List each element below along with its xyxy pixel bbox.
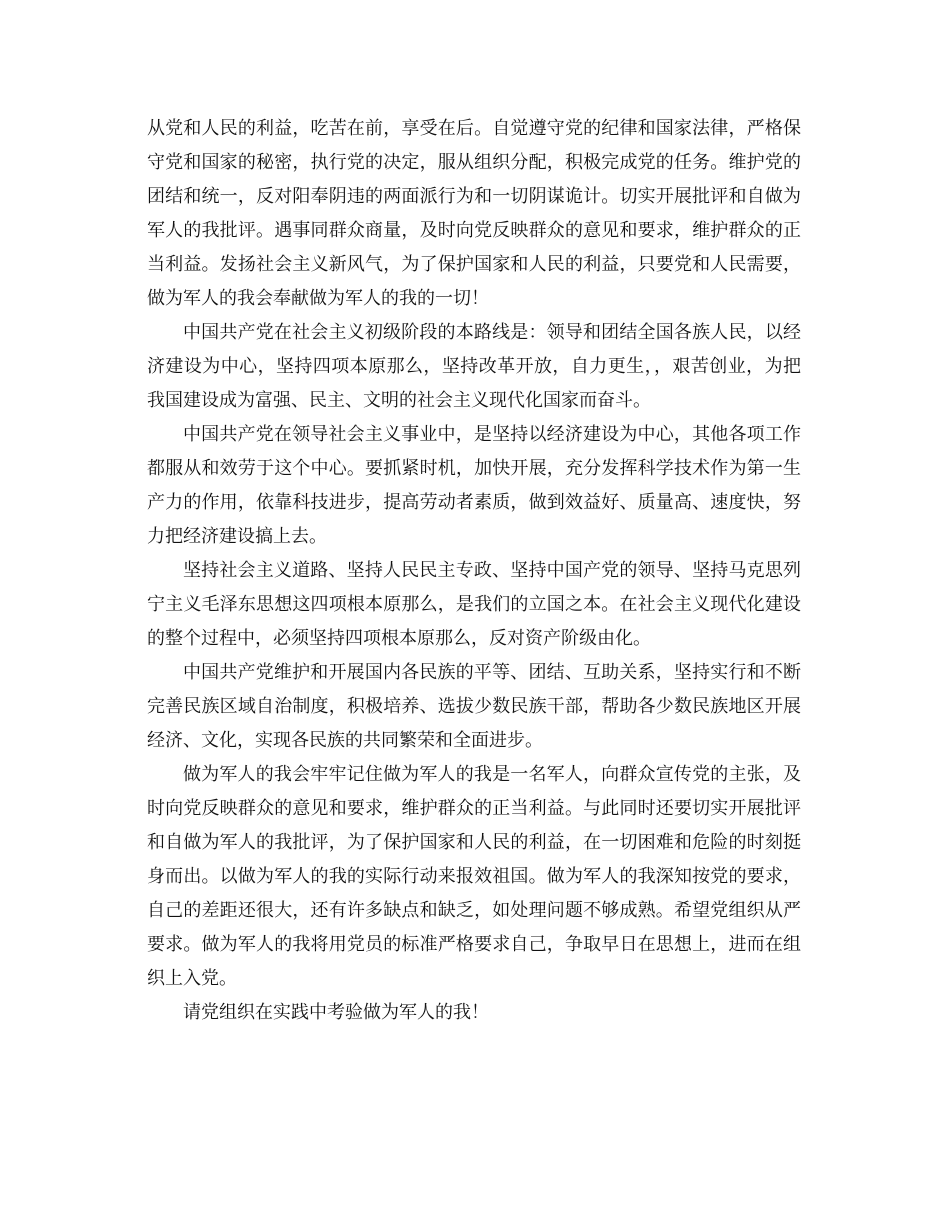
paragraph-ethnic-relations: 中国共产党维护和开展国内各民族的平等、团结、互助关系，坚持实行和不断完善民族区域自治制度，积极培养、选拔少数民族干部，帮助各少数民族地区开展经济、文化，实现各民族的共同繁荣和全面进步。 <box>147 662 801 751</box>
paragraph-economic-construction: 中国共产党在领导社会主义事业中，是坚持以经济建设为中心，其他各项工作都服从和效劳于这个中心。要抓紧时机，加快开展，充分发挥科学技术作为第一生产力的作用，依靠科技进步，提高劳动者素质，做到效益好、质量高、速度快，努力把经济建设搞上去。 <box>147 424 801 547</box>
paragraph-four-principles: 坚持社会主义道路、坚持人民民主专政、坚持中国产党的领导、坚持马克思列宁主义毛泽东思想这四项根本原那么，是我们的立国之本。在社会主义现代化建设的整个过程中，必须坚持四项根本原那么，反对资产阶级由化。 <box>147 560 801 649</box>
paragraph-basic-line: 中国共产党在社会主义初级阶段的本路线是：领导和团结全国各族人民，以经济建设为中心，坚持四项本原那么，坚持改革开放，自力更生，，艰苦创业，为把我国建设成为富强、民主、文明的社会主义现代化国家而奋斗。 <box>147 322 801 411</box>
paragraph-continued: 从党和人民的利益，吃苦在前，享受在后。自觉遵守党的纪律和国家法律，严格保守党和国家的秘密，执行党的决定，服从组织分配，积极完成党的任务。维护党的团结和统一，反对阳奉阴违的两面派行为和一切阴谋诡计。切实开展批评和自做为军人的我批评。遇事同群众商量，及时向党反映群众的意见和要求，维护群众的正当利益。发扬社会主义新风气，为了保护国家和人民的利益，只要党和人民需要，做为军人的我会奉献做为军人的我的一切！ <box>147 118 801 309</box>
paragraph-closing: 请党组织在实践中考验做为军人的我！ <box>183 1002 489 1023</box>
paragraph-personal-commitment: 做为军人的我会牢牢记住做为军人的我是一名军人，向群众宣传党的主张，及时向党反映群众的意见和要求，维护群众的正当利益。与此同时还要切实开展批评和自做为军人的我批评，为了保护国家和人民的利益，在一切困难和危险的时刻挺身而出。以做为军人的我的实际行动来报效祖国。做为军人的我深知按党的要求，自己的差距还很大，还有许多缺点和缺乏，如处理问题不够成熟。希望党组织从严要求。做为军人的我将用党员的标准严格要求自己，争取早日在思想上，进而在组织上入党。 <box>147 764 801 989</box>
document-page <box>147 112 801 1030</box>
